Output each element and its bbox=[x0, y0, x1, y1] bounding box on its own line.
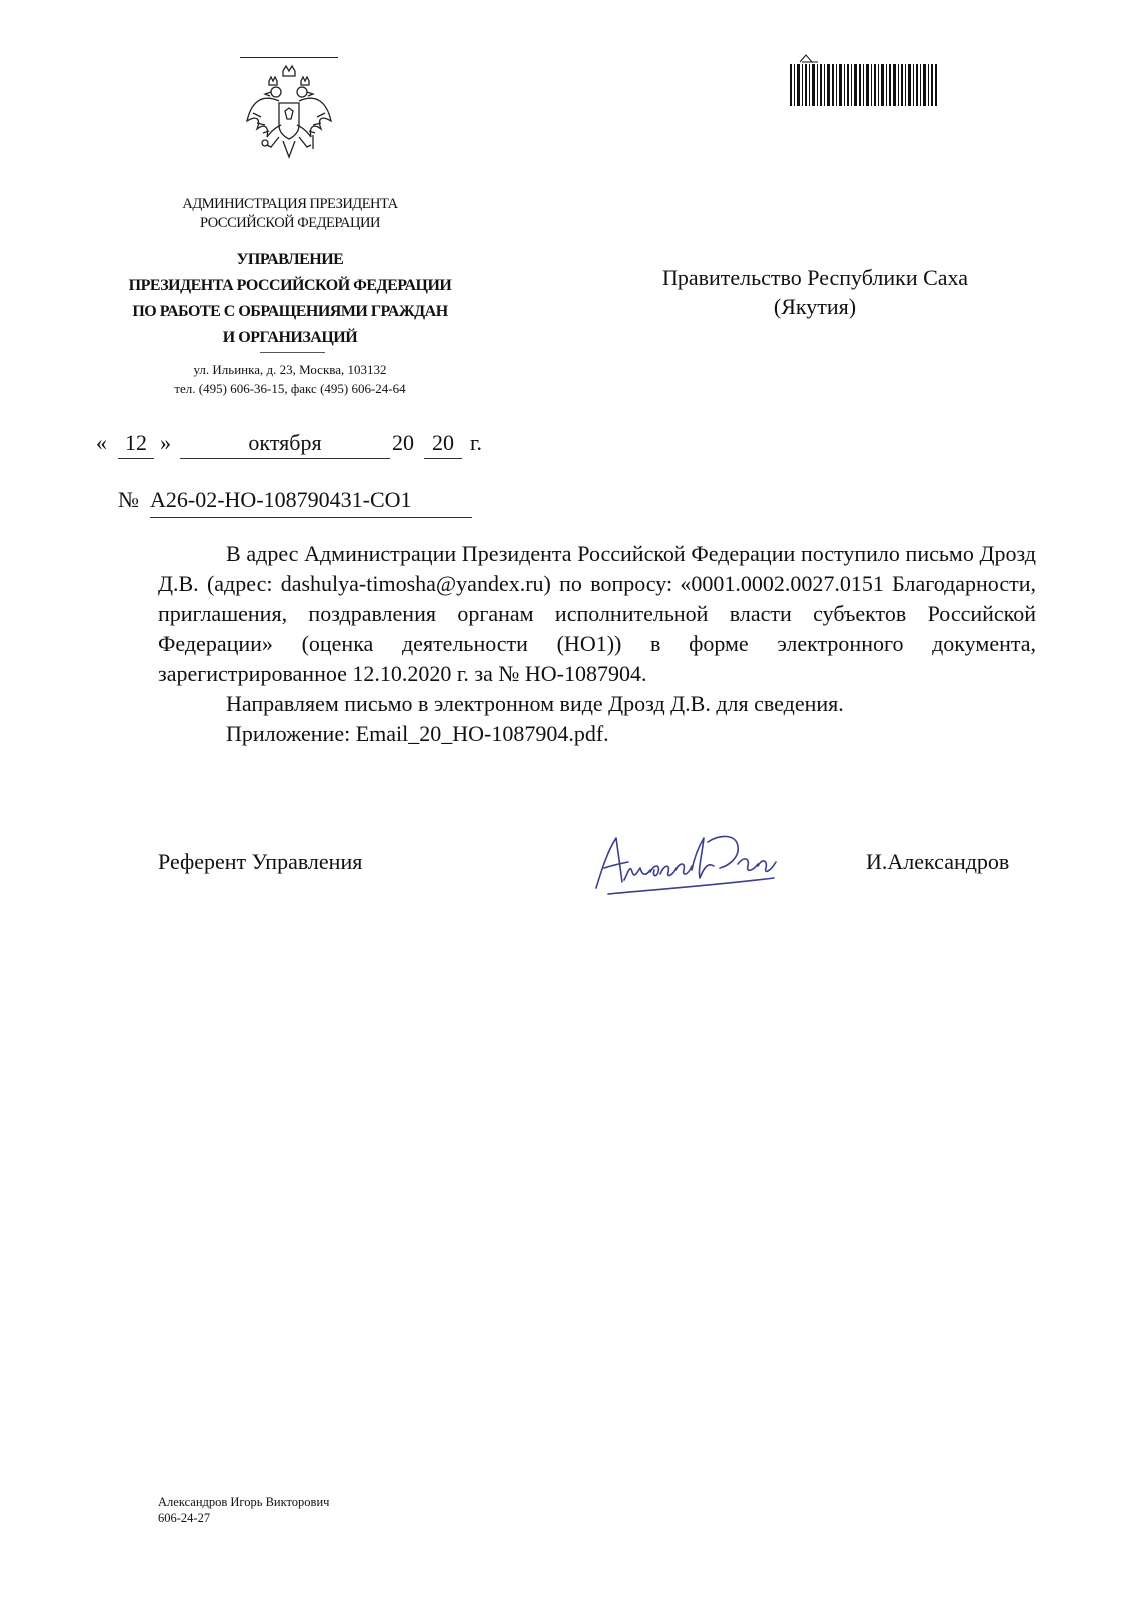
registration-number: А26-02-НО-108790431-СО1 bbox=[150, 485, 472, 518]
date-open-quote: « bbox=[96, 430, 107, 455]
date-day: 12 bbox=[118, 428, 154, 459]
barcode-icon bbox=[788, 52, 940, 107]
body-attachment: Приложение: Email_20_НО-1087904.pdf. bbox=[226, 721, 609, 746]
date-year-unit: г. bbox=[470, 430, 483, 455]
body-paragraph-2: Направляем письмо в электронном виде Дрозд Д.В. для сведения. bbox=[226, 691, 844, 716]
address-line: ул. Ильинка, д. 23, Москва, 103132 bbox=[193, 362, 387, 377]
department-title bbox=[80, 247, 500, 351]
signer-role: Референт Управления bbox=[158, 849, 363, 874]
dept-line-2: ПРЕЗИДЕНТА РОССИЙСКОЙ ФЕДЕРАЦИИ bbox=[128, 277, 452, 294]
letter-body bbox=[158, 539, 1036, 749]
recipient-line-2: (Якутия) bbox=[773, 294, 857, 319]
department-address bbox=[120, 360, 460, 398]
dept-line-1: УПРАВЛЕНИЕ bbox=[236, 251, 344, 268]
date-year-prefix: 20 bbox=[392, 430, 414, 455]
emblem-top-rule bbox=[240, 57, 338, 58]
executor-phone: 606-24-27 bbox=[158, 1511, 211, 1525]
russian-emblem-icon bbox=[243, 63, 335, 163]
body-paragraph-1: В адрес Администрации Президента Российской Федерации поступило письмо Дрозд Д.В. (адрес: dashulya-timosha@yandex.ru) по вопросу: «0001.0002.0027.0151 Благодарности, приглашения, поздравления органам исполнительной власти субъектов Российской Федерации» (оценка деятельности (НО1)) в форме электронного документа, зарегистрированное 12.10.2020 г. за № НО-1087904. bbox=[158, 541, 1036, 686]
admin-line-2: РОССИЙСКОЙ ФЕДЕРАЦИИ bbox=[200, 215, 380, 231]
handwritten-signature bbox=[588, 816, 788, 901]
date-year-suffix: 20 bbox=[424, 428, 462, 459]
recipient-block bbox=[595, 263, 1035, 321]
executor-name: Александров Игорь Викторович bbox=[158, 1495, 330, 1509]
administration-title bbox=[150, 195, 430, 233]
admin-line-1: АДМИНИСТРАЦИЯ ПРЕЗИДЕНТА bbox=[182, 196, 398, 212]
date-close-quote: » bbox=[160, 430, 171, 455]
dept-line-4: И ОРГАНИЗАЦИЙ bbox=[222, 329, 358, 346]
phone-line: тел. (495) 606-36-15, факс (495) 606-24-64 bbox=[174, 381, 406, 396]
recipient-line-1: Правительство Республики Саха bbox=[661, 265, 969, 290]
dept-line-3: ПО РАБОТЕ С ОБРАЩЕНИЯМИ ГРАЖДАН bbox=[132, 303, 448, 320]
department-divider bbox=[260, 352, 325, 353]
number-sign: № bbox=[118, 487, 139, 512]
signer-name: И.Александров bbox=[866, 849, 1010, 874]
executor-info bbox=[158, 1494, 329, 1526]
date-month: октября bbox=[180, 428, 390, 459]
